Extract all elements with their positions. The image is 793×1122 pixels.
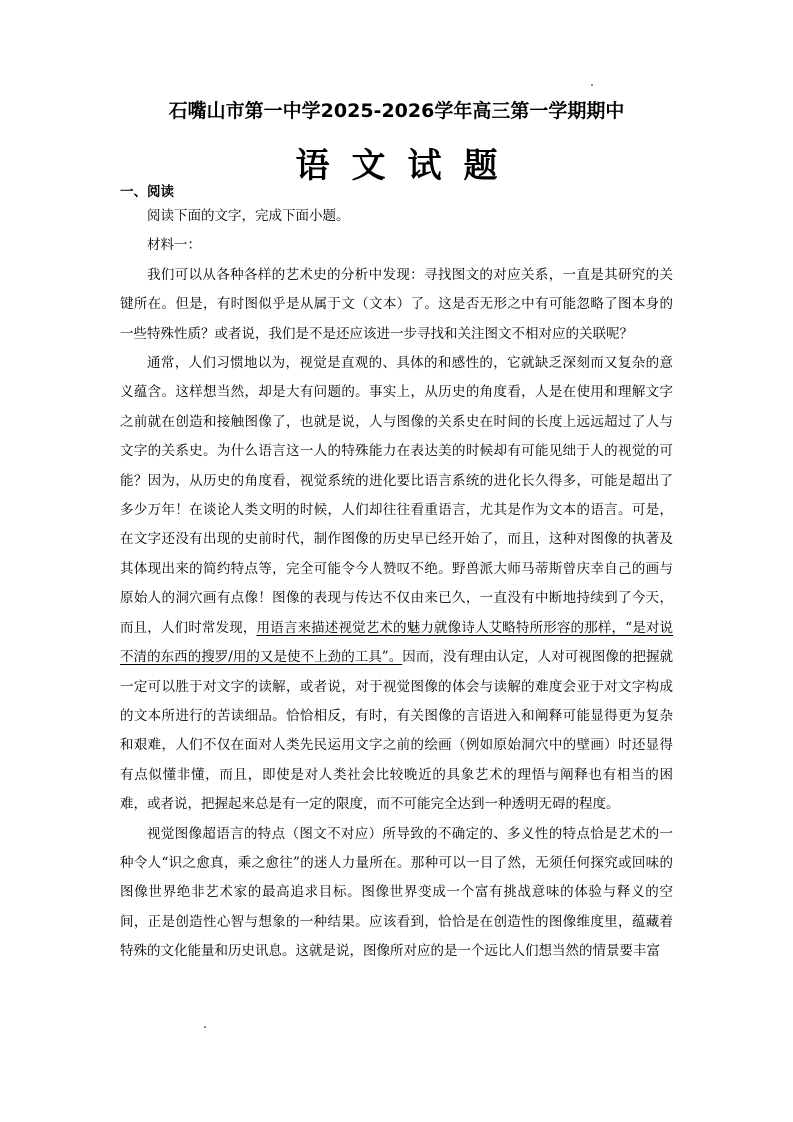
section-heading: 一、阅读 (120, 184, 174, 200)
scan-speck (591, 84, 593, 86)
scan-speck (204, 1026, 206, 1028)
instruction-text: 阅读下面的文字，完成下面小题。 (147, 208, 350, 224)
paragraph-2-part-1: 通常，人们习惯地以为，视觉是直观的、具体的和感性的，它就缺乏深刻而又复杂的意义蕴含。这样想当然，却是大有问题的。事实上，从历史的角度看，人是在使用和理解文字之前就在创造和接触图像了，也就是说，人与图像的关系史在时间的长度上远远超过了人与文字的关系史。为什么语言这一人的特殊能力在表达美的时候却有可能见绌于人的视觉的可能？因为，从历史的角度看，视觉系统的进化要比语言系统的进化长久得多，可能是超出了多少万年！在谈论人类文明的时候，人们却往往看重语言，尤其是作为文本的语言。可是，在文字还没有出现的史前时代，制作图像的历史早已经开始了，而且，这种对图像的执著及其体现出来的简约特点等，完全可能令今人赞叹不绝。野兽派大师马蒂斯曾庆幸自己的画与原始人的洞穴画有点像！图像的表现与传达不仅由来已久，一直没有中断地持续到了今天，而且，人们时常发现， (120, 355, 673, 636)
paragraph-2 (120, 349, 673, 820)
paragraph-3: 视觉图像超语言的特点（图文不对应）所导致的不确定的、多义性的特点恰是艺术的一种令人“识之愈真，乘之愈往”的迷人力量所在。那种可以一目了然，无须任何探究或回味的图像世界绝非艺术家的最高追求目标。图像世界变成一个富有挑战意味的体验与释义的空间，正是创造性心智与想象的一种结果。应该看到，恰恰是在创造性的图像维度里，蕴藏着特殊的文化能量和历史讯息。这就是说，图像所对应的是一个远比人们想当然的情景要丰富 (120, 825, 673, 960)
passage-body (120, 202, 673, 967)
paragraph-2-part-2: 因而，没有理由认定，人对可视图像的把握就一定可以胜于对文字的读解，或者说，对于视觉图像的体会与读解的难度会亚于对文字构成的文本所进行的苦读细品。恰恰相反，有时，有关图像的言语进入和阐释可能显得更为复杂和艰难，人们不仅在面对人类先民运用文字之前的绘画（例如原始洞穴中的壁画）时还显得有点似懂非懂，而且，即使是对人类社会比较晚近的具象艺术的理悟与阐释也有相当的困难，或者说，把握起来总是有一定的限度，而不可能完全达到一种透明无碍的程度。 (120, 649, 673, 813)
school-title: 石嘴山市第一中学2025-2026学年高三第一学期期中 (168, 100, 625, 122)
paragraph-1: 我们可以从各种各样的艺术史的分析中发现：寻找图文的对应关系，一直是其研究的关键所在。但是，有时图似乎是从属于文（文本）了。这是否无形之中有可能忽略了图本身的一些特殊性质？或者说，我们是不是还应该进一步寻找和关注图文不相对应的关联呢？ (120, 266, 673, 342)
exam-title: 语文试题 (295, 146, 520, 186)
paragraph-2-underlined-quote: 用语言来描述视觉艺术的魅力就像诗人艾略特所形容的那样，“是对说不清的东西的搜罗/用的又是使不上劲的工具”。 (120, 619, 674, 666)
material-label: 材料一： (147, 237, 201, 254)
